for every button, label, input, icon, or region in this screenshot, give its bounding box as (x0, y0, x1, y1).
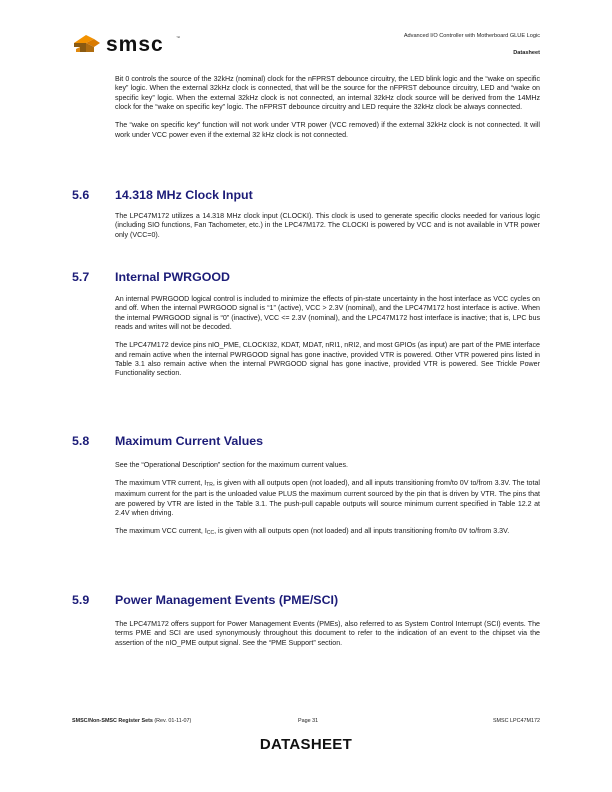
paragraph: The “wake on specific key” function will not work under VTR power (VCC removed) if the external 32kHz clock is not connected. It will work under VCC power even if the external 32 kHz clock is not connected. (115, 121, 540, 139)
footer-product: SMSC LPC47M172 (492, 718, 540, 724)
section-heading-5-9 (72, 593, 542, 611)
section-title: Internal PWRGOOD (115, 270, 230, 284)
paragraph: The LPC47M172 utilizes a 14.318 MHz clock input (CLOCKI). This clock is used to generate specific clocks needed for various logic (including SIO functions, Fan Tachometer, etc.) in the LPC47M172. The CLOCKI is powered by VCC and is not available in VTR power only (VCC=0). (115, 212, 540, 239)
section-body-5-6 (115, 212, 540, 249)
section-number: 5.7 (72, 270, 90, 284)
paragraph-vtr-current: The maximum VTR current, $I_{TR}$, is given with all outputs open (not loaded), and all inputs transitioning from/to 0V to/from 3.3V. The total maximum current for the part is the unloaded value PLUS the maximum current sourced by the pin that is driven by VTR. The pins that are powered by VTR are listed in the Table 3.1. The push-pull capable outputs will source minimum current specified in Table 12.2 at 2.4V when driving. (115, 479, 540, 518)
document-type: Datasheet (513, 50, 540, 56)
page-number: Page 31 (298, 718, 319, 724)
paragraph: The LPC47M172 offers support for Power Management Events (PMEs), also referred to as System Control Interrupt (SCI) events. The terms PME and SCI are used synonymously throughout this document to refer to the indication of an event to the chipset via the assertion of the nIO_PME output signal. See the “PME Support” section. (115, 620, 540, 647)
svg-text:smsc: smsc (106, 33, 164, 56)
paragraph: The LPC47M172 device pins nIO_PME, CLOCKI32, KDAT, MDAT, nRI1, nRI2, and most GPIOs (as input) are part of the PME interface and remain active when the internal PWRGOOD signal has gone inactive, provided VTR is powered. Other VTR powered pins listed in Table 3.1 also remain active when the internal PWRGOOD signal has gone inactive, provided VTR is powered. See Trickle Power Functionality section. (115, 341, 540, 378)
section-heading-5-8 (72, 434, 542, 452)
section-number: 5.6 (72, 188, 90, 202)
intro-text (115, 75, 540, 149)
document-title: Advanced I/O Controller with Motherboard GLUE Logic (403, 33, 540, 39)
footer-doc-section: SMSC/Non-SMSC Register Sets (Rev. 01-11-07) (72, 718, 192, 724)
section-title: 14.318 MHz Clock Input (115, 188, 253, 202)
datasheet-banner: DATASHEET (259, 736, 353, 753)
section-number: 5.8 (72, 434, 90, 448)
section-title: Power Management Events (PME/SCI) (115, 593, 339, 607)
section-title: Maximum Current Values (115, 434, 264, 448)
smsc-logo-icon (72, 30, 202, 56)
page-header (72, 26, 540, 66)
paragraph-vcc-current: The maximum VCC current, $I_{CC}$, is given with all outputs open (not loaded) and all inputs transitioning from/to 0V to/from 3.3V. (115, 527, 510, 537)
paragraph: Bit 0 controls the source of the 32kHz (nominal) clock for the nFPRST debounce circuitry, the LED blink logic and the “wake on specific key” logic. When the external 32kHz clock is connected, that will be the source for the nFPRST debounce circuitry, LED and “wake on specific key” logic. When the external 32kHz clock is not connected, an internal 32kHz clock source will be derived from the 14MHz clock for the “wake on specific key” logic. The nFPRST debounce circuitry and LED require the 32kHz clock be always connected. (115, 75, 540, 112)
svg-text:™: ™ (176, 35, 180, 40)
section-heading-5-7 (72, 270, 542, 288)
paragraph: See the “Operational Description” section for the maximum current values. (115, 461, 349, 469)
section-body-5-8 (115, 461, 540, 547)
section-heading-5-6 (72, 188, 542, 206)
smsc-logo (72, 30, 202, 56)
section-body-5-9 (115, 620, 540, 657)
section-number: 5.9 (72, 593, 90, 607)
section-body-5-7 (115, 295, 540, 387)
paragraph: An internal PWRGOOD logical control is included to minimize the effects of pin-state uncertainty in the host interface as VCC cycles on and off. When the internal PWRGOOD signal is “1” (active), VCC > 2.3V (nominal), and the LPC47M172 host interface is active. When the internal PWRGOOD signal is “0” (inactive), VCC <= 2.3V (nominal), and the LPC47M172 host interface is inactive; that is, LPC bus reads and writes will not be decoded. (115, 295, 540, 332)
